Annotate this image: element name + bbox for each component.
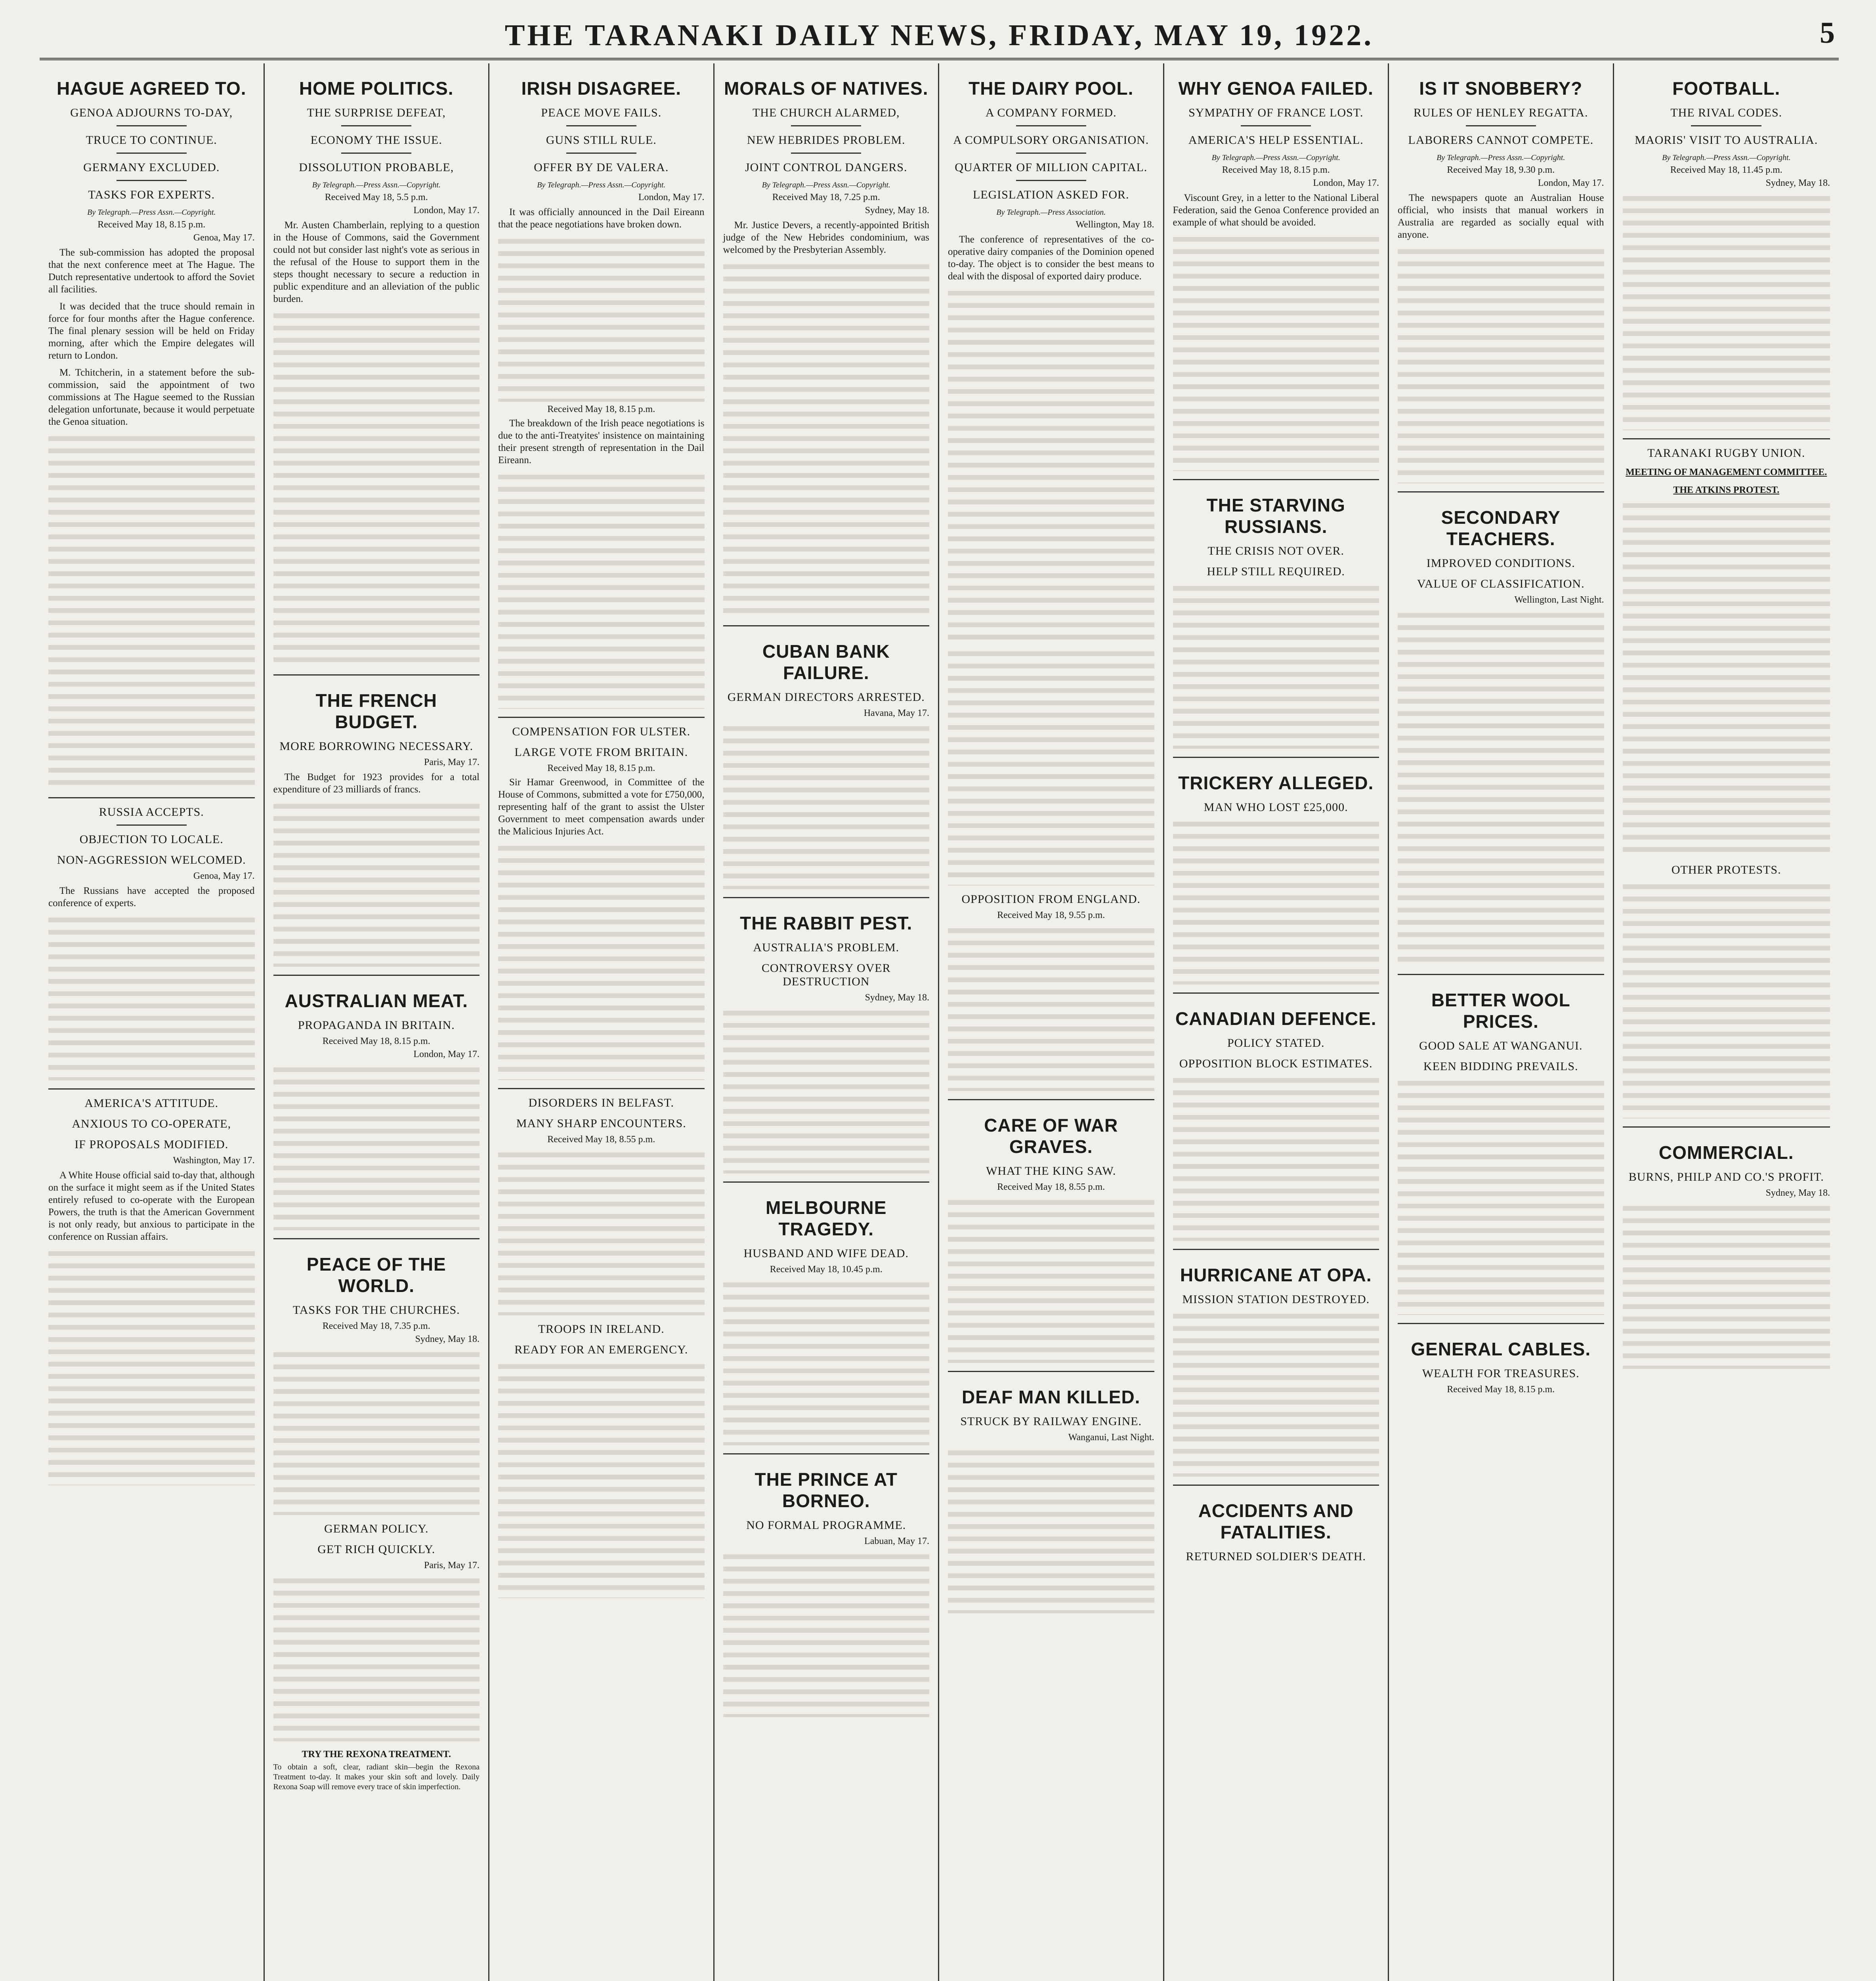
article-text-block [1173,1310,1379,1477]
subheading: HUSBAND AND WIFE DEAD. [743,1247,909,1260]
article-paragraph: The newspapers quote an Australian House official, who insists that manual workers in Australia are regarded as socially equal with anyone. [1398,193,1604,240]
section-divider [1398,1323,1604,1324]
article-text-block [1173,1074,1379,1241]
article-text-block [498,842,705,1080]
dateline: Sydney, May 18. [1765,1188,1830,1198]
column-1 [40,63,265,1981]
subheading: MISSION STATION DESTROYED. [1182,1293,1370,1306]
article-text-block [1173,233,1379,471]
dateline: Sydney, May 18. [865,205,929,216]
subheading: SYMPATHY OF FRANCE LOST. [1188,106,1364,119]
headline: TRICKERY ALLEGED. [1178,773,1374,793]
subheading: ANXIOUS TO CO-OPERATE, [72,1117,231,1130]
subheading: CONTROVERSY OVER DESTRUCTION [761,962,891,988]
subheading: QUARTER OF MILLION CAPITAL. [955,161,1148,174]
subheading: LEGISLATION ASKED FOR. [972,188,1129,201]
subheading: NEW HEBRIDES PROBLEM. [747,134,906,147]
page-number: 5 [1820,16,1835,50]
subheading: GERMANY EXCLUDED. [83,161,220,174]
article-text-block [948,287,1154,644]
received-line: Received May 18, 8.15 p.m. [1447,1384,1555,1395]
headline: WHY GENOA FAILED. [1178,78,1374,99]
section-divider [498,1088,705,1089]
article-text-block [1173,818,1379,985]
subheading: LABORERS CANNOT COMPETE. [1408,134,1594,147]
received-line: Received May 18, 8.15 p.m. [1222,165,1330,175]
dateline: Sydney, May 18. [865,992,929,1003]
subheading: IMPROVED CONDITIONS. [1426,557,1575,570]
article-text-block [1623,193,1830,430]
article-text-block [1398,1077,1604,1315]
subheading: DISORDERS IN BELFAST. [528,1096,674,1109]
dateline: London, May 17. [413,1049,480,1059]
article-text-block [723,1279,930,1445]
headline: DEAF MAN KILLED. [962,1387,1141,1407]
dateline: London, May 17. [638,192,705,202]
article-text-block [723,723,930,889]
article-text-block [948,925,1154,1091]
article-text-block [948,648,1154,886]
article-paragraph: The conference of representatives of the co-operative dairy companies of the Dominion opened to-day. The object is to consider the best means to deal with the disposal of exported dairy produce. [948,234,1154,282]
section-divider [723,897,930,898]
wire-credit: By Telegraph.—Press Assn.—Copyright. [87,208,216,217]
rule [791,153,861,154]
article-paragraph: M. Tchitcherin, in a statement before the sub-commission, said the appointment of two commissions at The Hague seemed to the Russian delegation unfortunate, because it would perpetuate the Genoa situation. [48,367,255,427]
section-divider [723,625,930,626]
dateline: Labuan, May 17. [864,1536,929,1546]
headline: HOME POLITICS. [299,78,454,99]
section-divider [723,1453,930,1454]
column-6 [1164,63,1389,1981]
subheading: GENOA ADJOURNS TO-DAY, [70,106,233,119]
article-text-block [723,1007,930,1174]
headline: BETTER WOOL PRICES. [1431,990,1570,1032]
subheading: MORE BORROWING NECESSARY. [279,740,474,753]
section-divider [48,797,255,798]
advert-heading: TRY THE REXONA TREATMENT. [302,1749,451,1760]
column-3 [489,63,714,1981]
dateline: London, May 17. [1313,178,1379,188]
section-divider [948,1371,1154,1372]
rule [1016,125,1086,126]
news-columns [40,63,1839,1981]
dateline: Havana, May 17. [863,708,929,718]
rule [1016,153,1086,154]
headline: THE DAIRY POOL. [969,78,1134,99]
article-text-block [273,1349,480,1515]
rule [566,153,636,154]
column-7 [1389,63,1614,1981]
article-paragraph: It was decided that the truce should remain in force for four months after the Hague conference. The final plenary session will be held on Friday morning, after which the Empire delegates will return to London. [48,301,255,361]
article-paragraph: Viscount Grey, in a letter to the National Liberal Federation, said the Genoa Conference provided an example of what should be avoided. [1173,193,1379,228]
section-divider [1173,1249,1379,1250]
dateline: Sydney, May 18. [415,1334,480,1344]
wire-credit: By Telegraph.—Press Assn.—Copyright. [1437,153,1565,162]
subheading: OBJECTION TO LOCALE. [79,833,224,846]
section-divider [1173,992,1379,994]
section-divider [1398,491,1604,492]
received-line: Received May 18, 8.55 p.m. [547,1134,655,1145]
rule [1016,180,1086,181]
section-divider [1623,438,1830,439]
headline: IRISH DISAGREE. [521,78,681,99]
article-paragraph: It was officially announced in the Dail Eireann that the peace negotiations have broken down. [498,207,705,230]
headline: CUBAN BANK FAILURE. [762,641,890,683]
column-4 [714,63,940,1981]
subheading: VALUE OF CLASSIFICATION. [1417,577,1585,590]
section-divider [723,1181,930,1183]
subheading: RULES OF HENLEY REGATTA. [1414,106,1588,119]
article-paragraph: Mr. Austen Chamberlain, replying to a question in the House of Commons, said the Government could not but consider last night's vote as serious in the refusal of the House to support them in the steps thought necessary to secure a reduction in public expenditure and an alleviation of the public burden. [273,220,480,304]
subheading: GUNS STILL RULE. [546,134,657,147]
wire-credit: By Telegraph.—Press Assn.—Copyright. [1662,153,1791,162]
section-divider [1398,974,1604,975]
article-text-block [498,1149,705,1315]
article-text-block [48,433,255,789]
received-line: Received May 18, 7.25 p.m. [772,192,880,202]
rule [1691,125,1761,126]
dateline: London, May 17. [1538,178,1604,188]
wire-credit: By Telegraph.—Press Assn.—Copyright. [537,181,666,189]
subheading: ECONOMY THE ISSUE. [310,134,442,147]
subheading: THE CHURCH ALARMED, [752,106,900,119]
wire-credit: By Telegraph.—Press Assn.—Copyright. [312,181,441,189]
rule [117,824,187,826]
subheading: OFFER BY DE VALERA. [534,161,669,174]
article-text-block [273,310,480,666]
rule [117,153,187,154]
headline: COMMERCIAL. [1658,1142,1794,1163]
subheading: MAN WHO LOST £25,000. [1204,801,1348,814]
dateline: Genoa, May 17. [193,871,255,881]
subheading: MAORIS' VISIT TO AUSTRALIA. [1635,134,1818,147]
received-line: Received May 18, 8.55 p.m. [997,1182,1105,1192]
section-divider [1173,479,1379,480]
article-text-block [1173,582,1379,749]
headline: PEACE OF THE WORLD. [306,1254,446,1296]
subheading: OPPOSITION FROM ENGLAND. [961,893,1141,906]
subheading: MANY SHARP ENCOUNTERS. [516,1117,686,1130]
rule [341,153,411,154]
subheading: TROOPS IN IRELAND. [538,1323,665,1336]
subheading: DISSOLUTION PROBABLE, [299,161,454,174]
rule [117,125,187,126]
column-8 [1614,63,1839,1981]
subheading: WHAT THE KING SAW. [986,1164,1116,1178]
section-divider [498,717,705,718]
article-text-block [273,1575,480,1741]
article-paragraph: The breakdown of the Irish peace negotiations is due to the anti-Treatyites' insistence on maintaining their present strength of representation in the Dail Eireann. [498,418,705,466]
subheading: THE CRISIS NOT OVER. [1207,544,1344,557]
dateline: Wanganui, Last Night. [1068,1432,1154,1443]
subheading: KEEN BIDDING PREVAILS. [1423,1060,1578,1073]
section-divider [948,1099,1154,1100]
article-paragraph: The Russians have accepted the proposed conference of experts. [48,886,255,908]
subheading: AMERICA'S HELP ESSENTIAL. [1188,134,1364,147]
subheading: THE RIVAL CODES. [1670,106,1782,119]
subheading: RUSSIA ACCEPTS. [99,805,204,819]
dateline: Paris, May 17. [424,1560,480,1571]
dateline: Washington, May 17. [173,1155,255,1166]
article-text-block [723,261,930,617]
received-line: Received May 18, 5.5 p.m. [325,192,428,202]
wire-credit: By Telegraph.—Press Assn.—Copyright. [762,181,890,189]
subheading: POLICY STATED. [1227,1036,1325,1050]
subheading: GET RICH QUICKLY. [317,1543,436,1556]
subheading: STRUCK BY RAILWAY ENGINE. [960,1415,1142,1428]
rule [566,125,636,126]
received-line: Received May 18, 8.15 p.m. [547,763,655,773]
headline: THE RABBIT PEST. [740,913,913,933]
section-divider [1623,1126,1830,1128]
subheading: AUSTRALIA'S PROBLEM. [753,941,900,954]
headline: GENERAL CABLES. [1411,1339,1591,1359]
headline: CARE OF WAR GRAVES. [984,1115,1118,1157]
received-line: Received May 18, 8.15 p.m. [322,1036,430,1046]
article-text-block [1398,609,1604,966]
dateline: Sydney, May 18. [1765,178,1830,188]
article-text-block [1398,246,1604,483]
received-line: Received May 18, 7.35 p.m. [322,1321,430,1331]
subheading: PROPAGANDA IN BRITAIN. [298,1019,455,1032]
rule [117,180,187,181]
article-paragraph: The sub-commission has adopted the proposal that the next conference meet at The Hague. The Dutch representative undertook to afford the Soviet all facilities. [48,247,255,295]
rule [1466,125,1536,126]
received-line: Received May 18, 11.45 p.m. [1670,165,1782,175]
subheading: MEETING OF MANAGEMENT COMMITTEE. [1626,467,1827,477]
article-text-block [273,1064,480,1230]
subheading: GOOD SALE AT WANGANUI. [1419,1039,1583,1052]
rule [341,125,411,126]
advert-text: To obtain a soft, clear, radiant skin—begin the Rexona Treatment to-day. It makes your skin soft and lovely. Daily Rexona Soap will remove every trace of skin imperfection. [273,1763,480,1791]
headline: IS IT SNOBBERY? [1419,78,1583,99]
article-text-block [48,1248,255,1485]
article-text-block [723,1551,930,1717]
headline: FOOTBALL. [1672,78,1780,99]
headline: THE FRENCH BUDGET. [315,690,437,732]
rule [1241,125,1311,126]
dateline: Genoa, May 17. [193,233,255,243]
dateline: London, May 17. [413,205,480,216]
subheading: RETURNED SOLDIER'S DEATH. [1186,1550,1366,1563]
section-divider [273,674,480,676]
subheading: A COMPULSORY ORGANISATION. [953,134,1149,147]
headline: HURRICANE AT OPA. [1180,1265,1372,1285]
subheading: COMPENSATION FOR ULSTER. [512,725,691,738]
wire-credit: By Telegraph.—Press Association. [996,208,1106,217]
article-text-block [498,471,705,709]
rule [791,125,861,126]
received-line: Received May 18, 9.55 p.m. [997,910,1105,920]
headline: SECONDARY TEACHERS. [1441,507,1561,549]
subheading: READY FOR AN EMERGENCY. [514,1343,688,1356]
received-line: Received May 18, 9.30 p.m. [1447,165,1555,175]
subheading: NO FORMAL PROGRAMME. [746,1519,906,1532]
newspaper-title: THE TARANAKI DAILY NEWS, FRIDAY, MAY 19, 1922. [504,19,1374,52]
subheading: TASKS FOR THE CHURCHES. [292,1303,460,1317]
dateline: Wellington, Last Night. [1514,595,1604,605]
article-text-block [273,800,480,967]
article-text-block [498,235,705,402]
dateline: Wellington, May 18. [1076,219,1154,230]
column-5 [939,63,1164,1981]
dateline: Paris, May 17. [424,757,480,767]
article-paragraph: Mr. Justice Devers, a recently-appointed British judge of the New Hebrides condominium, was welcomed by the Presbyterian Assembly. [723,220,929,255]
wire-credit: By Telegraph.—Press Assn.—Copyright. [1211,153,1340,162]
received-line: Received May 18, 8.15 p.m. [547,404,655,414]
headline: THE PRINCE AT BORNEO. [755,1469,898,1511]
section-divider [1173,757,1379,758]
headline: HAGUE AGREED TO. [56,78,246,99]
headline: MELBOURNE TRAGEDY. [766,1197,887,1239]
section-divider [1173,1485,1379,1486]
subheading: BURNS, PHILP AND CO.'S PROFIT. [1628,1170,1824,1183]
section-divider [273,975,480,976]
article-text-block [948,1447,1154,1613]
received-line: Received May 18, 8.15 p.m. [97,219,206,230]
article-text-block [1623,500,1830,856]
subheading: LARGE VOTE FROM BRITAIN. [514,746,688,759]
headline: THE STARVING RUSSIANS. [1206,495,1345,537]
headline: ACCIDENTS AND FATALITIES. [1198,1500,1354,1542]
subheading: GERMAN DIRECTORS ARRESTED. [727,691,925,704]
article-text-block [498,1361,705,1598]
subheading: TRUCE TO CONTINUE. [86,134,217,147]
subheading: THE SURPRISE DEFEAT, [307,106,446,119]
section-divider [273,1238,480,1239]
subheading: OTHER PROTESTS. [1671,863,1781,876]
article-paragraph: Sir Hamar Greenwood, in Committee of the House of Commons, submitted a vote for £750,000, representing half of the grant to assist the Ulster Government to meet compensation awards under the Malicious Injuries Act. [498,777,705,837]
article-text-block [948,1197,1154,1363]
article-text-block [1623,881,1830,1118]
subheading: A COMPANY FORMED. [985,106,1117,119]
subheading: TARANAKI RUGBY UNION. [1647,447,1805,460]
subheading: JOINT CONTROL DANGERS. [745,161,907,174]
subheading: TASKS FOR EXPERTS. [88,188,215,201]
section-divider [48,1088,255,1090]
headline: CANADIAN DEFENCE. [1175,1008,1377,1029]
subheading: THE ATKINS PROTEST. [1673,485,1780,495]
column-2 [265,63,490,1981]
headline: AUSTRALIAN MEAT. [285,990,468,1011]
subheading: IF PROPOSALS MODIFIED. [75,1138,229,1151]
headline: MORALS OF NATIVES. [724,78,928,99]
subheading: GERMAN POLICY. [324,1522,429,1535]
article-paragraph: The Budget for 1923 provides for a total expenditure of 23 milliards of francs. [273,772,480,795]
subheading: PEACE MOVE FAILS. [541,106,662,119]
subheading: NON-AGGRESSION WELCOMED. [57,853,246,866]
masthead [40,10,1839,60]
article-paragraph: A White House official said to-day that, although on the surface it might seem as if the United States entirely refused to co-operate with the European Powers, the truth is that the American Government is not only ready, but anxious to participate in the conference on Russian affairs. [48,1170,255,1242]
subheading: WEALTH FOR TREASURES. [1422,1367,1580,1380]
subheading: HELP STILL REQUIRED. [1207,565,1345,578]
article-text-block [48,914,255,1080]
subheading: AMERICA'S ATTITUDE. [84,1097,219,1110]
subheading: OPPOSITION BLOCK ESTIMATES. [1179,1057,1373,1070]
received-line: Received May 18, 10.45 p.m. [770,1264,883,1275]
article-text-block [1623,1202,1830,1369]
